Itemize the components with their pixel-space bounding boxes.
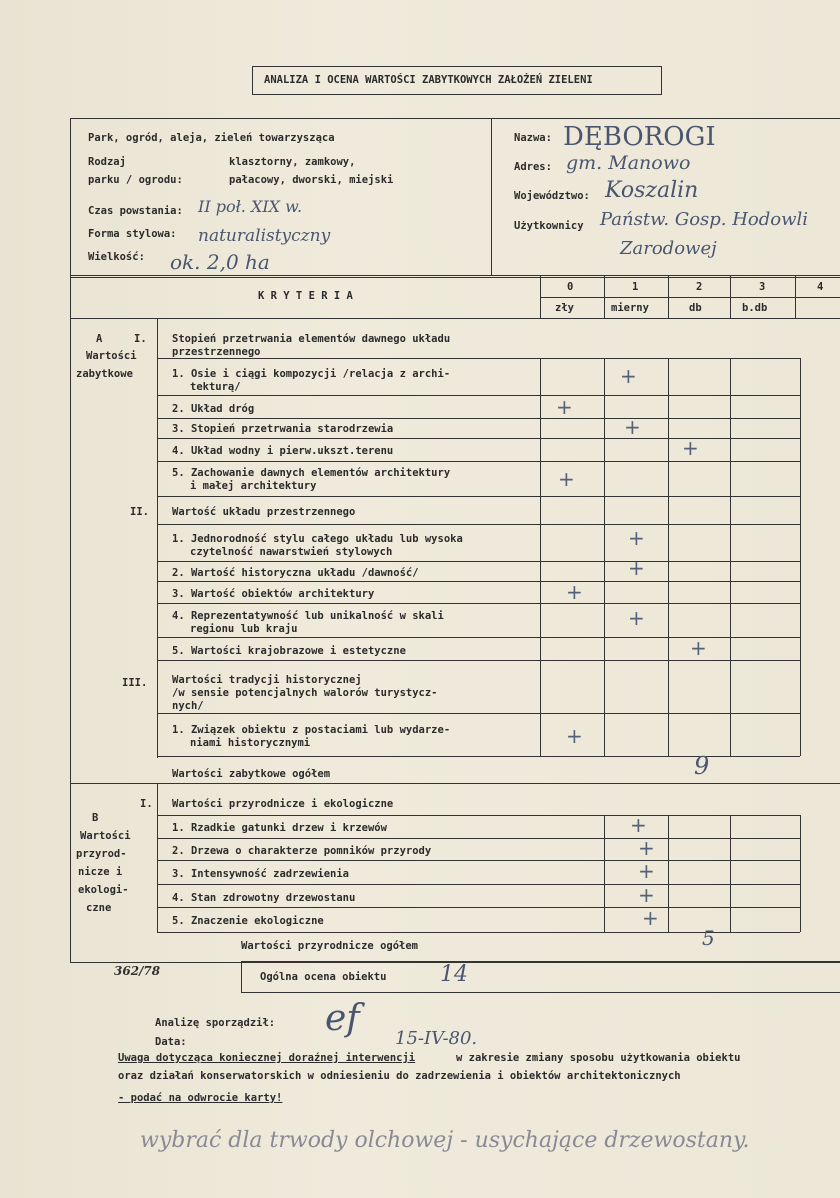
section-a-name-1: Wartości xyxy=(86,350,137,362)
score-0: 0 xyxy=(567,281,574,293)
wielkosc-label: Wielkość: xyxy=(88,251,145,263)
row-a-i-1-line2: tekturą/ xyxy=(190,381,241,393)
row-a-ii-5: 5. Wartości krajobrazowe i estetyczne xyxy=(172,645,406,657)
row-a-iii-1-line1: 1. Związek obiektu z postaciami lub wydarze- xyxy=(172,724,451,736)
mark-a-i-3: + xyxy=(624,415,641,439)
row-b-1: 1. Rzadkie gatunki drzew i krzewów xyxy=(172,822,387,834)
note-line1b: w zakresie zmiany sposobu użytkowania obiektu xyxy=(456,1052,741,1064)
date-label: Data: xyxy=(155,1036,187,1048)
mark-a-ii-5: + xyxy=(690,636,707,660)
row-a-i-4: 4. Układ wodny i pierw.ukszt.terenu xyxy=(172,445,394,457)
forma-value: naturalistyczny xyxy=(198,226,331,246)
section-b-name-2: przyrod- xyxy=(76,848,127,860)
row-b-2: 2. Drzewa o charakterze pomników przyrody xyxy=(172,845,432,857)
row-a-ii-2: 2. Wartość historyczna układu /dawność/ xyxy=(172,567,419,579)
row-b-5: 5. Znaczenie ekologiczne xyxy=(172,915,324,927)
nazwa-value: DĘBOROGI xyxy=(563,122,716,152)
czas-label: Czas powstania: xyxy=(88,205,183,217)
mark-b-5: + xyxy=(642,906,659,930)
wojewodztwo-label: Województwo: xyxy=(514,190,590,202)
total-a-label: Wartości zabytkowe ogółem xyxy=(172,768,331,780)
row-a-ii-1-line1: 1. Jednorodność stylu całego układu lub wysoka xyxy=(172,533,463,545)
score-4: 4 xyxy=(817,281,824,293)
section-b-roman-i: I. xyxy=(140,798,153,810)
mark-b-1: + xyxy=(630,813,647,837)
adres-label: Adres: xyxy=(514,161,552,173)
group-a-iii-title-2: /w sensie potencjalnych walorów turystycz- xyxy=(172,687,438,699)
section-a-letter: A xyxy=(96,333,103,345)
row-a-ii-4-line1: 4. Reprezentatywność lub unikalność w skali xyxy=(172,610,444,622)
grade-bdb: b.db xyxy=(742,302,768,314)
section-a-roman-i: I. xyxy=(134,333,147,345)
type-line2: pałacowy, dworski, miejski xyxy=(229,174,394,186)
mark-a-i-2: + xyxy=(556,395,573,419)
section-b-letter: B xyxy=(92,812,99,824)
criteria-label: K R Y T E R I A xyxy=(258,290,353,302)
mark-a-iii-1: + xyxy=(566,724,583,748)
signature: ef xyxy=(325,998,360,1039)
row-b-4: 4. Stan zdrowotny drzewostanu xyxy=(172,892,356,904)
note-line2: oraz działań konserwatorskich w odniesieniu do zadrzewienia i obiektów architektonicznych xyxy=(118,1070,681,1082)
score-2: 2 xyxy=(696,281,703,293)
section-b-name-1: Wartości xyxy=(80,830,131,842)
mark-a-ii-1: + xyxy=(628,526,645,550)
group-b-title: Wartości przyrodnicze i ekologiczne xyxy=(172,798,394,810)
uzytkownicy-value-1: Państw. Gosp. Hodowli xyxy=(600,209,809,230)
row-b-3: 3. Intensywność zadrzewienia xyxy=(172,868,350,880)
grade-mierny: mierny xyxy=(611,302,649,314)
group-a-iii-title-1: Wartości tradycji historycznej xyxy=(172,674,362,686)
mark-a-i-5: + xyxy=(558,467,575,491)
score-3: 3 xyxy=(759,281,766,293)
group-a-ii-roman: II. xyxy=(130,506,149,518)
uzytkownicy-value-2: Zarodowej xyxy=(620,238,717,259)
parku-label: parku / ogrodu: xyxy=(88,174,183,186)
total-a-value: 9 xyxy=(694,752,710,780)
note-line1a: Uwaga dotycząca koniecznej doraźnej interwencji xyxy=(118,1052,416,1064)
date-value: 15-IV-80. xyxy=(395,1028,478,1049)
analysis-label: Analizę sporządził: xyxy=(155,1017,276,1029)
rodzaj-label: Rodzaj xyxy=(88,156,126,168)
mark-a-ii-4: + xyxy=(628,606,645,630)
section-a-name-2: zabytkowe xyxy=(76,368,133,380)
adres-value: gm. Manowo xyxy=(566,152,691,174)
score-1: 1 xyxy=(632,281,639,293)
mark-b-3: + xyxy=(638,859,655,883)
row-a-i-1-line1: 1. Osie i ciągi kompozycji /relacja z archi- xyxy=(172,368,451,380)
group-a-iii-title-3: nych/ xyxy=(172,700,204,712)
note-line3: - podać na odwrocie karty! xyxy=(118,1092,283,1104)
group-a-ii-title: Wartość układu przestrzennego xyxy=(172,506,356,518)
mark-b-2: + xyxy=(638,836,655,860)
row-a-ii-4-line2: regionu lub kraju xyxy=(190,623,298,635)
grade-zly: zły xyxy=(555,302,574,314)
mark-a-i-4: + xyxy=(682,436,699,460)
stamp-number: 362/78 xyxy=(114,964,161,978)
header-line1: Park, ogród, aleja, zieleń towarzysząca xyxy=(88,132,335,144)
mark-a-i-1: + xyxy=(620,364,637,388)
section-b-name-5: czne xyxy=(86,902,112,914)
group-a-iii-roman: III. xyxy=(122,677,148,689)
row-a-i-3: 3. Stopień przetrwania starodrzewia xyxy=(172,423,394,435)
grade-db: db xyxy=(689,302,702,314)
row-a-iii-1-line2: niami historycznymi xyxy=(190,737,311,749)
overall-label: Ogólna ocena obiektu xyxy=(260,971,387,983)
row-a-i-5-line1: 5. Zachowanie dawnych elementów architektury xyxy=(172,467,451,479)
mark-a-ii-3: + xyxy=(566,580,583,604)
section-b-name-4: ekologi- xyxy=(78,884,129,896)
section-b-name-3: nicze i xyxy=(78,866,123,878)
uzytkownicy-label: Użytkownicy xyxy=(514,220,584,232)
czas-value: II poł. XIX w. xyxy=(198,197,303,216)
row-a-ii-1-line2: czytelność nawarstwień stylowych xyxy=(190,546,393,558)
wielkosc-value: ok. 2,0 ha xyxy=(170,250,270,274)
type-line1: klasztorny, zamkowy, xyxy=(229,156,356,168)
group-a-i-title-1: Stopień przetrwania elementów dawnego układu xyxy=(172,333,451,345)
group-a-i-title-2: przestrzennego xyxy=(172,346,261,358)
total-b-value: 5 xyxy=(702,926,715,950)
row-a-i-5-line2: i małej architektury xyxy=(190,480,317,492)
page-title: ANALIZA I OCENA WARTOŚCI ZABYTKOWYCH ZAŁOŻEŃ ZIELENI xyxy=(264,74,593,86)
wojewodztwo-value: Koszalin xyxy=(605,178,699,203)
mark-a-ii-2: + xyxy=(628,556,645,580)
row-a-ii-3: 3. Wartość obiektów architektury xyxy=(172,588,375,600)
total-b-label: Wartości przyrodnicze ogółem xyxy=(241,940,419,952)
handwritten-note: wybrać dla trwody olchowej - usychające drzewostany. xyxy=(140,1128,750,1153)
forma-label: Forma stylowa: xyxy=(88,228,177,240)
row-a-i-2: 2. Układ dróg xyxy=(172,403,255,415)
mark-b-4: + xyxy=(638,883,655,907)
overall-value: 14 xyxy=(440,962,468,987)
nazwa-label: Nazwa: xyxy=(514,132,552,144)
